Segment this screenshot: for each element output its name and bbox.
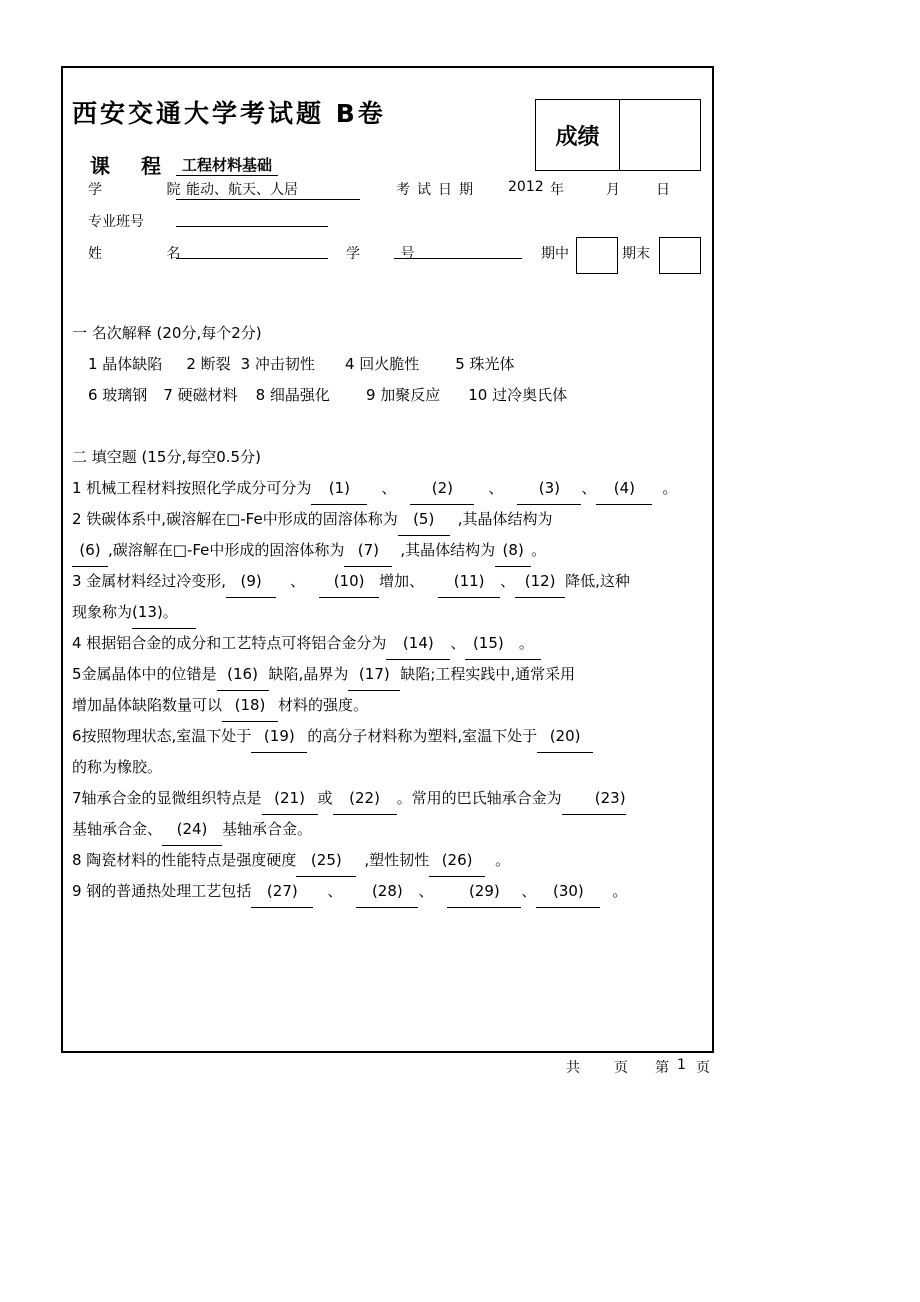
q3-text: 增加、: [379, 572, 425, 590]
footer-page-number: 1: [677, 1057, 686, 1073]
q2-text: 。: [531, 541, 547, 559]
blank-14[interactable]: (14): [386, 628, 450, 660]
q5-text: 缺陷;工程实践中,通常采用: [400, 665, 576, 683]
name-field[interactable]: [176, 258, 328, 259]
score-value-cell[interactable]: [620, 100, 700, 170]
q8-text: 。: [495, 851, 511, 869]
blank-17[interactable]: (17): [348, 659, 400, 691]
blank-9[interactable]: (9): [226, 566, 276, 598]
blank-27[interactable]: (27): [251, 876, 313, 908]
name-label: 姓 名: [88, 246, 211, 262]
term-item: 8 细晶强化: [255, 386, 330, 404]
blank-3[interactable]: (3): [517, 473, 581, 505]
sep: 、: [327, 882, 343, 900]
q6-text: 的称为橡胶。: [72, 758, 163, 776]
score-box: [535, 99, 701, 171]
score-label: 成绩: [536, 100, 620, 170]
question-7-line-1: [72, 783, 626, 815]
terms-row-2: [88, 380, 567, 411]
blank-11[interactable]: (11): [438, 566, 500, 598]
blank-26[interactable]: (26): [429, 845, 485, 877]
q3-text: 现象称为: [72, 603, 133, 621]
blank-25[interactable]: (25): [296, 845, 356, 877]
question-3-line-2: [72, 597, 196, 629]
student-id-field[interactable]: [394, 258, 522, 259]
q2-text: 2 铁碳体系中,碳溶解在□-Fe中形成的固溶体称为: [72, 510, 398, 528]
blank-29[interactable]: (29): [447, 876, 521, 908]
course-value: 工程材料基础: [176, 154, 278, 176]
blank-5[interactable]: (5): [398, 504, 450, 536]
question-5-line-2: [72, 690, 368, 722]
question-2-line-1: [72, 504, 552, 536]
blank-4[interactable]: (4): [596, 473, 652, 505]
q5-text: 增加晶体缺陷数量可以: [72, 696, 223, 714]
class-label: 专业班号: [88, 214, 144, 230]
question-8: [72, 845, 510, 877]
term-item: 4 回火脆性: [344, 355, 420, 373]
blank-12[interactable]: (12): [515, 566, 565, 598]
term-item: 10 过冷奥氏体: [468, 386, 568, 404]
exam-year: 2012: [508, 179, 544, 195]
blank-16[interactable]: (16): [217, 659, 269, 691]
question-6-line-1: [72, 721, 593, 753]
period: 。: [662, 479, 678, 497]
q5-text: 缺陷,晶界为: [268, 665, 349, 683]
footer-total-label: 共: [566, 1060, 580, 1076]
question-9: [72, 876, 627, 908]
sep: 、: [500, 572, 516, 590]
term-item: 2 断裂: [186, 355, 231, 373]
q7-text: 。常用的巴氏轴承合金为: [396, 789, 562, 807]
section1-heading: 一 名次解释 (20分,每个2分): [72, 324, 262, 342]
q5-text: 5金属晶体中的位错是: [72, 665, 217, 683]
q8-text: 8 陶瓷材料的性能特点是强度硬度: [72, 851, 297, 869]
sep: 、: [581, 479, 597, 497]
month-unit: 月: [606, 182, 620, 198]
q9-text: 9 钢的普通热处理工艺包括: [72, 882, 252, 900]
q6-text: 6按照物理状态,室温下处于: [72, 727, 252, 745]
question-5-line-1: [72, 659, 575, 691]
blank-7[interactable]: (7): [344, 535, 392, 567]
section2-heading: 二 填空题 (15分,每空0.5分): [72, 448, 261, 466]
college-label: 学 院: [88, 182, 211, 198]
midterm-checkbox[interactable]: [576, 237, 618, 274]
blank-21[interactable]: (21): [262, 783, 318, 815]
day-unit: 日: [656, 182, 670, 198]
blank-24[interactable]: (24): [162, 814, 222, 846]
q7-text: 7轴承合金的显微组织特点是: [72, 789, 262, 807]
blank-28[interactable]: (28): [356, 876, 418, 908]
question-1: [72, 473, 677, 505]
class-field[interactable]: [176, 226, 328, 227]
q9-text: 。: [612, 882, 628, 900]
blank-8[interactable]: (8): [495, 535, 531, 567]
q7-text: 基轴承合金。: [222, 820, 313, 838]
q2-text: ,其晶体结构为: [457, 510, 553, 528]
blank-10[interactable]: (10): [319, 566, 379, 598]
q7-text: 基轴承合金、: [72, 820, 163, 838]
q1-text: 1 机械工程材料按照化学成分可分为: [72, 479, 312, 497]
blank-22[interactable]: (22): [333, 783, 397, 815]
college-value: 能动、航天、人居: [176, 179, 360, 200]
year-unit: 年: [550, 182, 564, 198]
question-7-line-2: [72, 814, 312, 846]
blank-20[interactable]: (20): [537, 721, 593, 753]
term-item: 7 硬磁材料: [163, 386, 238, 404]
q3-text: 降低,这种: [565, 572, 630, 590]
student-id-label: 学 号: [346, 246, 433, 262]
q4-end: 。: [511, 628, 541, 660]
q2-text: ,碳溶解在□-Fe中形成的固溶体称为: [108, 541, 345, 559]
exam-title: 西安交通大学考试题 B卷: [72, 99, 386, 128]
sep: 、: [418, 882, 434, 900]
sep: 、: [521, 882, 537, 900]
terms-row-1: [88, 349, 515, 380]
question-4: [72, 628, 541, 660]
q7-text: 或: [317, 789, 333, 807]
blank-23[interactable]: (23): [562, 783, 626, 815]
final-label: 期末: [622, 246, 650, 262]
sep: 、: [488, 479, 504, 497]
sep: 、: [381, 479, 397, 497]
term-item: 6 玻璃钢: [88, 386, 148, 404]
term-item: 5 珠光体: [455, 355, 515, 373]
midterm-label: 期中: [541, 246, 569, 262]
q6-text: 的高分子材料称为塑料,室温下处于: [307, 727, 538, 745]
footer-total-unit: 页: [614, 1060, 628, 1076]
blank-19[interactable]: (19): [251, 721, 307, 753]
blank-30[interactable]: (30): [536, 876, 600, 908]
course-label: 课 程: [90, 154, 173, 178]
sep: 、: [450, 634, 466, 652]
question-3-line-1: [72, 566, 630, 598]
blank-18[interactable]: (18): [222, 690, 278, 722]
q3-text: 3 金属材料经过冷变形,: [72, 572, 227, 590]
q2-text: ,其晶体结构为: [400, 541, 496, 559]
blank-6[interactable]: (6): [72, 535, 108, 567]
term-item: 9 加聚反应: [365, 386, 441, 404]
q5-text: 材料的强度。: [278, 696, 369, 714]
final-checkbox[interactable]: [659, 237, 701, 274]
term-item: 1 晶体缺陷: [88, 355, 163, 373]
sep: 、: [290, 572, 306, 590]
question-6-line-2: [72, 752, 162, 783]
q8-text: ,塑性韧性: [364, 851, 430, 869]
footer-page-unit: 页: [696, 1060, 710, 1076]
footer-page-label: 第: [655, 1060, 669, 1076]
q4-text: 4 根据铝合金的成分和工艺特点可将铝合金分为: [72, 634, 387, 652]
blank-15[interactable]: (15): [465, 628, 511, 660]
exam-date-label: 考试日期: [396, 182, 480, 198]
blank-2[interactable]: (2): [410, 473, 474, 505]
blank-13[interactable]: (13)。: [132, 597, 196, 629]
question-2-line-2: [72, 535, 546, 567]
blank-1[interactable]: (1): [311, 473, 367, 505]
term-item: 3 冲击韧性: [240, 355, 315, 373]
